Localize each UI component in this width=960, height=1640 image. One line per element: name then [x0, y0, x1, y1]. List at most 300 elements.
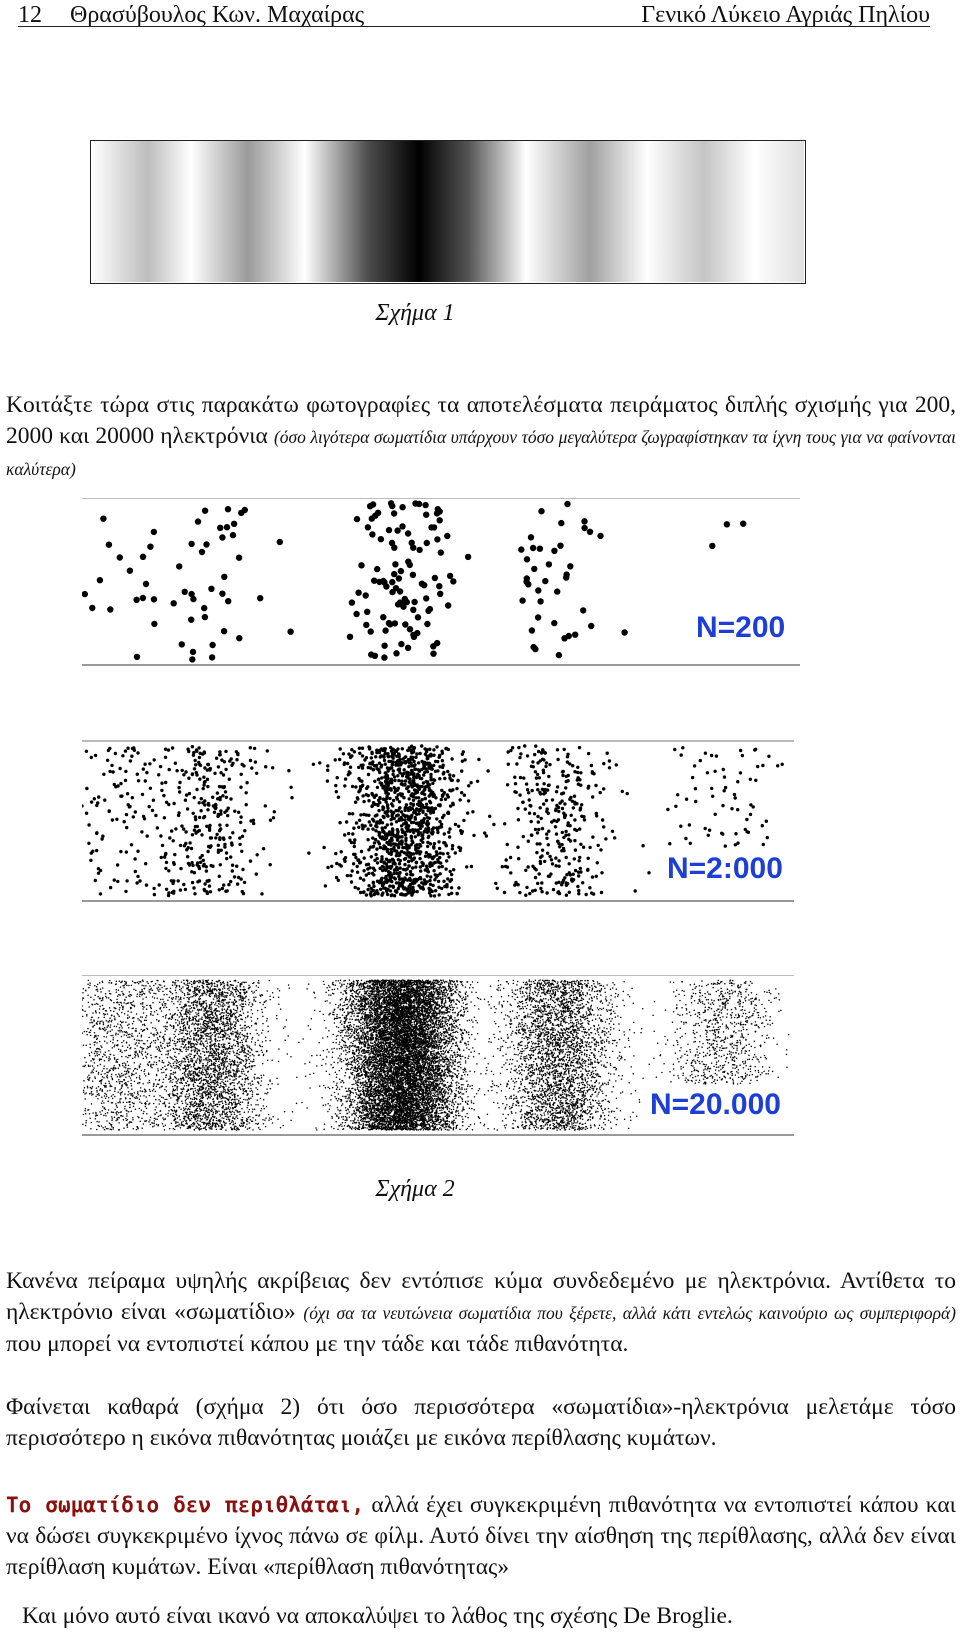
electron-hit-dot: [543, 1080, 545, 1082]
electron-hit-dot: [249, 746, 252, 749]
electron-hit-dot: [455, 787, 458, 790]
electron-hit-dot: [441, 759, 444, 762]
electron-hit-dot: [535, 1125, 537, 1127]
electron-hit-dot: [190, 649, 196, 655]
electron-hit-dot: [158, 883, 161, 886]
electron-hit-dot: [225, 598, 231, 604]
electron-hit-dot: [398, 878, 401, 881]
electron-hit-dot: [695, 1014, 697, 1016]
electron-hit-dot: [558, 845, 561, 848]
electron-hit-dot: [561, 774, 564, 777]
electron-hit-dot: [385, 841, 388, 844]
electron-hit-dot: [434, 889, 437, 892]
electron-hit-dot: [264, 765, 267, 768]
electron-hit-dot: [723, 789, 726, 792]
electron-hit-dot: [518, 793, 521, 796]
electron-hit-dot: [547, 812, 550, 815]
electron-hit-dot: [432, 1101, 434, 1103]
electron-hit-dot: [382, 754, 385, 757]
electron-hit-dot: [142, 1006, 144, 1008]
electron-hit-dot: [249, 1122, 251, 1124]
electron-hit-dot: [426, 785, 429, 788]
electron-hit-dot: [382, 806, 385, 809]
electron-hit-dot: [169, 1093, 171, 1095]
electron-hit-dot: [367, 766, 370, 769]
electron-hit-dot: [550, 1089, 552, 1091]
electron-hit-dot: [287, 629, 293, 635]
electron-hit-dot: [138, 879, 141, 882]
electron-hit-dot: [590, 891, 593, 894]
electron-hit-dot: [398, 807, 401, 810]
electron-hit-dot: [573, 994, 575, 996]
electron-hit-dot: [364, 609, 370, 615]
electron-hit-dot: [360, 785, 363, 788]
electron-hit-dot: [548, 999, 550, 1001]
electron-hit-dot: [391, 571, 397, 577]
electron-hit-dot: [447, 1025, 449, 1027]
electron-hit-dot: [677, 1044, 679, 1046]
electron-hit-dot: [563, 574, 569, 580]
electron-hit-dot: [352, 1072, 354, 1074]
electron-hit-dot: [600, 871, 603, 874]
electron-hit-dot: [134, 654, 140, 660]
electron-hit-dot: [188, 863, 191, 866]
electron-hit-dot: [597, 1007, 599, 1009]
electron-hit-dot: [407, 790, 410, 793]
electron-hit-dot: [677, 1058, 679, 1060]
electron-hit-dot: [454, 851, 457, 854]
electron-hit-dot: [601, 818, 604, 821]
electron-hit-dot: [218, 823, 221, 826]
electron-hit-dot: [518, 1105, 520, 1107]
electron-hit-dot: [203, 1010, 205, 1012]
electron-hit-dot: [388, 830, 391, 833]
electron-hit-dot: [554, 809, 557, 812]
electron-hit-dot: [374, 824, 377, 827]
electron-hit-dot: [533, 812, 536, 815]
electron-hit-dot: [716, 1018, 718, 1020]
electron-hit-dot: [501, 1012, 503, 1014]
electron-hit-dot: [405, 530, 411, 536]
electron-hit-dot: [183, 1028, 185, 1030]
electron-hit-dot: [182, 589, 188, 595]
electron-hit-dot: [621, 790, 624, 793]
electron-hit-dot: [168, 1110, 170, 1112]
electron-hit-dot: [506, 1104, 508, 1106]
electron-hit-dot: [443, 791, 446, 794]
electron-hit-dot: [339, 1113, 341, 1115]
electron-hit-dot: [360, 764, 363, 767]
electron-hit-dot: [230, 764, 233, 767]
electron-hit-dot: [227, 1023, 229, 1025]
electron-hit-dot: [94, 1053, 96, 1055]
electron-hit-dot: [406, 776, 409, 779]
electron-hit-dot: [229, 797, 232, 800]
electron-hit-dot: [542, 792, 545, 795]
electron-hit-dot: [160, 782, 163, 785]
electron-hit-dot: [338, 758, 341, 761]
electron-hit-dot: [435, 817, 438, 820]
electron-hit-dot: [255, 872, 258, 875]
electron-hit-dot: [258, 1034, 260, 1036]
electron-hit-dot: [564, 834, 567, 837]
electron-hit-dot: [170, 988, 172, 990]
electron-hit-dot: [727, 1009, 729, 1011]
electron-hit-dot: [223, 760, 226, 763]
electron-hit-dot: [390, 779, 393, 782]
electron-hit-dot: [598, 1100, 600, 1102]
electron-hit-dot: [244, 1021, 246, 1023]
electron-hit-dot: [535, 851, 538, 854]
electron-hit-dot: [218, 785, 221, 788]
electron-hit-dot: [411, 599, 417, 605]
electron-hit-dot: [214, 1046, 216, 1048]
electron-hit-dot: [425, 748, 428, 751]
electron-hit-dot: [450, 878, 453, 881]
electron-hit-dot: [522, 835, 525, 838]
electron-hit-dot: [135, 881, 138, 884]
electron-hit-dot: [371, 578, 377, 584]
electron-hit-dot: [85, 787, 88, 790]
electron-hit-dot: [198, 756, 201, 759]
electron-hit-dot: [209, 1005, 211, 1007]
electron-hit-dot: [395, 849, 398, 852]
electron-hit-dot: [389, 889, 392, 892]
electron-hit-dot: [432, 754, 435, 757]
electron-hit-dot: [99, 892, 102, 895]
electron-hit-dot: [427, 606, 433, 612]
electron-hit-dot: [736, 841, 739, 844]
electron-hit-dot: [517, 1054, 519, 1056]
electron-hit-dot: [410, 764, 413, 767]
electron-hit-dot: [392, 885, 395, 888]
electron-hit-dot: [351, 785, 354, 788]
electron-hit-dot: [150, 1091, 152, 1093]
electron-hit-dot: [599, 1008, 601, 1010]
electron-hit-dot: [724, 521, 730, 527]
electron-hit-dot: [425, 880, 428, 883]
electron-hit-dot: [527, 1027, 529, 1029]
electron-hit-dot: [396, 774, 399, 777]
electron-hit-dot: [580, 815, 583, 818]
electron-hit-dot: [369, 1000, 371, 1002]
electron-hit-dot: [522, 1048, 524, 1050]
electron-hit-dot: [437, 756, 440, 759]
electron-hit-dot: [446, 811, 449, 814]
electron-hit-dot: [574, 848, 577, 851]
electron-hit-dot: [363, 758, 366, 761]
electron-hit-dot: [387, 755, 390, 758]
electron-hit-dot: [726, 1047, 728, 1049]
electron-hit-dot: [428, 524, 434, 530]
electron-hit-dot: [91, 1103, 93, 1105]
electron-hit-dot: [161, 1061, 163, 1063]
electron-hit-dot: [749, 813, 752, 816]
electron-hit-dot: [591, 1086, 593, 1088]
electron-hit-dot: [312, 763, 315, 766]
electron-hit-dot: [345, 980, 347, 982]
electron-hit-dot: [205, 1003, 207, 1005]
electron-hit-dot: [334, 852, 337, 855]
electron-hit-dot: [579, 870, 582, 873]
electron-hit-dot: [720, 1065, 722, 1067]
electron-hit-dot: [133, 857, 136, 860]
electron-hit-dot: [112, 1094, 114, 1096]
electron-hit-dot: [398, 852, 401, 855]
electron-hit-dot: [552, 819, 555, 822]
electron-hit-dot: [456, 779, 459, 782]
electron-hit-dot: [210, 1073, 212, 1075]
electron-hit-dot: [98, 1072, 100, 1074]
electron-hit-dot: [538, 872, 541, 875]
electron-hit-dot: [277, 539, 283, 545]
electron-hit-dot: [536, 882, 539, 885]
electron-hit-dot: [236, 752, 239, 755]
electron-hit-dot: [225, 851, 228, 854]
electron-hit-dot: [119, 850, 122, 853]
electron-hit-dot: [108, 770, 111, 773]
electron-hit-dot: [578, 746, 581, 749]
electron-hit-dot: [241, 763, 244, 766]
electron-hit-dot: [541, 1009, 543, 1011]
electron-hit-dot: [173, 853, 176, 856]
electron-hit-dot: [345, 1107, 347, 1109]
electron-hit-dot: [232, 1023, 234, 1025]
electron-hit-dot: [259, 1078, 261, 1080]
electron-hit-dot: [694, 800, 697, 803]
electron-hit-dot: [503, 822, 506, 825]
electron-hit-dot: [175, 1067, 177, 1069]
electron-hit-dot: [380, 614, 386, 620]
electron-hit-dot: [409, 830, 412, 833]
electron-hit-dot: [350, 1069, 352, 1071]
electron-hit-dot: [118, 994, 120, 996]
electron-hit-dot: [276, 1077, 278, 1079]
electron-hit-dot: [547, 830, 550, 833]
electron-hit-dot: [524, 995, 526, 997]
electron-hit-dot: [356, 871, 359, 874]
electron-hit-dot: [256, 853, 259, 856]
electron-hit-dot: [714, 813, 717, 816]
electron-hit-dot: [565, 873, 568, 876]
electron-hit-dot: [223, 785, 226, 788]
electron-hit-dot: [102, 773, 105, 776]
electron-hit-dot: [208, 824, 211, 827]
electron-hit-dot: [434, 861, 437, 864]
electron-hit-dot: [389, 877, 392, 880]
electron-hit-dot: [433, 894, 436, 897]
electron-hit-dot: [602, 762, 605, 765]
electron-hit-dot: [366, 785, 369, 788]
electron-hit-dot: [761, 824, 764, 827]
electron-hit-dot: [203, 799, 206, 802]
electron-hit-dot: [553, 1082, 555, 1084]
electron-hit-dot: [420, 798, 423, 801]
author-name: Θρασύβουλος Κων. Μαχαίρας: [70, 2, 364, 28]
electron-hit-dot: [379, 846, 382, 849]
electron-hit-dot: [528, 534, 534, 540]
electron-hit-dot: [409, 852, 412, 855]
electron-hit-dot: [516, 1097, 518, 1099]
electron-hit-dot: [217, 814, 220, 817]
electron-hit-dot: [709, 543, 715, 549]
electron-hit-dot: [393, 779, 396, 782]
electron-hit-dot: [411, 866, 414, 869]
electron-hit-dot: [376, 861, 379, 864]
electron-hit-dot: [386, 620, 392, 626]
electron-hit-dot: [434, 807, 437, 810]
electron-hit-dot: [467, 799, 470, 802]
electron-hit-dot: [503, 1000, 505, 1002]
electron-hit-dot: [564, 1087, 566, 1089]
electron-hit-dot: [390, 802, 393, 805]
electron-hit-dot: [577, 889, 580, 892]
electron-hit-dot: [129, 1098, 131, 1100]
electron-hit-dot: [552, 888, 555, 891]
electron-hit-dot: [159, 765, 162, 768]
electron-hit-dot: [352, 1106, 354, 1108]
electron-hit-dot: [748, 985, 750, 987]
electron-hit-dot: [576, 1034, 578, 1036]
electron-hit-dot: [535, 1030, 537, 1032]
electron-hit-dot: [239, 877, 242, 880]
electron-hit-dot: [436, 583, 442, 589]
electron-hit-dot: [134, 870, 137, 873]
electron-hit-dot: [114, 785, 117, 788]
electron-hit-dot: [358, 1034, 360, 1036]
electron-hit-dot: [209, 642, 215, 648]
electron-hit-dot: [573, 802, 576, 805]
electron-hit-dot: [507, 750, 510, 753]
electron-hit-dot: [402, 783, 405, 786]
electron-hit-dot: [668, 842, 671, 845]
electron-hit-dot: [486, 769, 489, 772]
electron-hit-dot: [714, 1013, 716, 1015]
electron-hit-dot: [463, 794, 466, 797]
electron-hit-dot: [571, 800, 574, 803]
electron-hit-dot: [465, 1060, 467, 1062]
electron-hit-dot: [241, 984, 243, 986]
electron-hit-dot: [707, 834, 710, 837]
electron-hit-dot: [409, 856, 412, 859]
electron-hit-dot: [712, 1002, 714, 1004]
electron-hit-dot: [454, 1093, 456, 1095]
electron-hit-dot: [383, 838, 386, 841]
electron-hit-dot: [613, 1086, 615, 1088]
electron-hit-dot: [212, 989, 214, 991]
electron-hit-dot: [334, 784, 337, 787]
electron-hit-dot: [198, 829, 201, 832]
electron-hit-dot: [444, 867, 447, 870]
electron-hit-dot: [123, 820, 126, 823]
electron-hit-dot: [425, 865, 428, 868]
electron-hit-dot: [387, 870, 390, 873]
electron-hit-dot: [382, 844, 385, 847]
electron-hit-dot: [461, 1084, 463, 1086]
electron-hit-dot: [471, 810, 474, 813]
electron-hit-dot: [92, 1072, 94, 1074]
electron-hit-dot: [572, 632, 578, 638]
electron-hit-dot: [340, 850, 343, 853]
electron-hit-dot: [396, 760, 399, 763]
electron-hit-dot: [224, 524, 230, 530]
electron-hit-dot: [554, 856, 557, 859]
electron-hit-dot: [221, 574, 227, 580]
electron-hit-dot: [517, 746, 520, 749]
electron-hit-dot: [404, 779, 407, 782]
electron-hit-dot: [709, 1039, 711, 1041]
electron-hit-dot: [562, 812, 565, 815]
electron-hit-dot: [215, 833, 218, 836]
electron-hit-dot: [398, 568, 404, 574]
electron-hit-dot: [95, 849, 98, 852]
electron-hit-dot: [371, 872, 374, 875]
electron-hit-dot: [438, 856, 441, 859]
electron-hit-dot: [440, 887, 443, 890]
electron-hit-dot: [83, 988, 85, 990]
electron-hit-dot: [400, 810, 403, 813]
scatter-panel-200: [82, 498, 800, 666]
electron-hit-dot: [420, 881, 423, 884]
electron-hit-dot: [404, 807, 407, 810]
electron-hit-dot: [370, 501, 376, 507]
electron-hit-dot: [578, 1115, 580, 1117]
electron-hit-dot: [100, 837, 103, 840]
electron-hit-dot: [450, 886, 453, 889]
electron-hit-dot: [420, 839, 423, 842]
electron-hit-dot: [400, 824, 403, 827]
electron-hit-dot: [359, 1100, 361, 1102]
electron-hit-dot: [552, 987, 554, 989]
electron-hit-dot: [430, 767, 433, 770]
electron-hit-dot: [222, 988, 224, 990]
electron-hit-dot: [536, 1063, 538, 1065]
electron-hit-dot: [754, 748, 757, 751]
electron-hit-dot: [534, 1086, 536, 1088]
electron-hit-dot: [136, 773, 139, 776]
electron-hit-dot: [538, 791, 541, 794]
electron-hit-dot: [587, 983, 589, 985]
electron-hit-dot: [367, 745, 370, 748]
electron-hit-dot: [289, 987, 291, 989]
electron-hit-dot: [609, 1002, 611, 1004]
electron-hit-dot: [346, 1117, 348, 1119]
electron-hit-dot: [591, 795, 594, 798]
electron-hit-dot: [146, 1008, 148, 1010]
electron-hit-dot: [372, 768, 375, 771]
electron-hit-dot: [374, 829, 377, 832]
electron-hit-dot: [248, 985, 250, 987]
electron-hit-dot: [501, 865, 504, 868]
electron-hit-dot: [597, 844, 600, 847]
electron-hit-dot: [113, 1055, 115, 1057]
electron-hit-dot: [567, 1082, 569, 1084]
electron-hit-dot: [741, 754, 744, 757]
electron-hit-dot: [196, 880, 199, 883]
electron-hit-dot: [524, 869, 527, 872]
electron-hit-dot: [433, 990, 435, 992]
electron-hit-dot: [713, 1080, 715, 1082]
electron-hit-dot: [407, 864, 410, 867]
electron-hit-dot: [365, 1100, 367, 1102]
electron-hit-dot: [125, 1082, 127, 1084]
electron-hit-dot: [343, 1128, 345, 1130]
electron-hit-dot: [365, 1088, 367, 1090]
electron-hit-dot: [255, 996, 257, 998]
electron-hit-dot: [408, 884, 411, 887]
electron-hit-dot: [573, 795, 576, 798]
electron-hit-dot: [390, 894, 393, 897]
